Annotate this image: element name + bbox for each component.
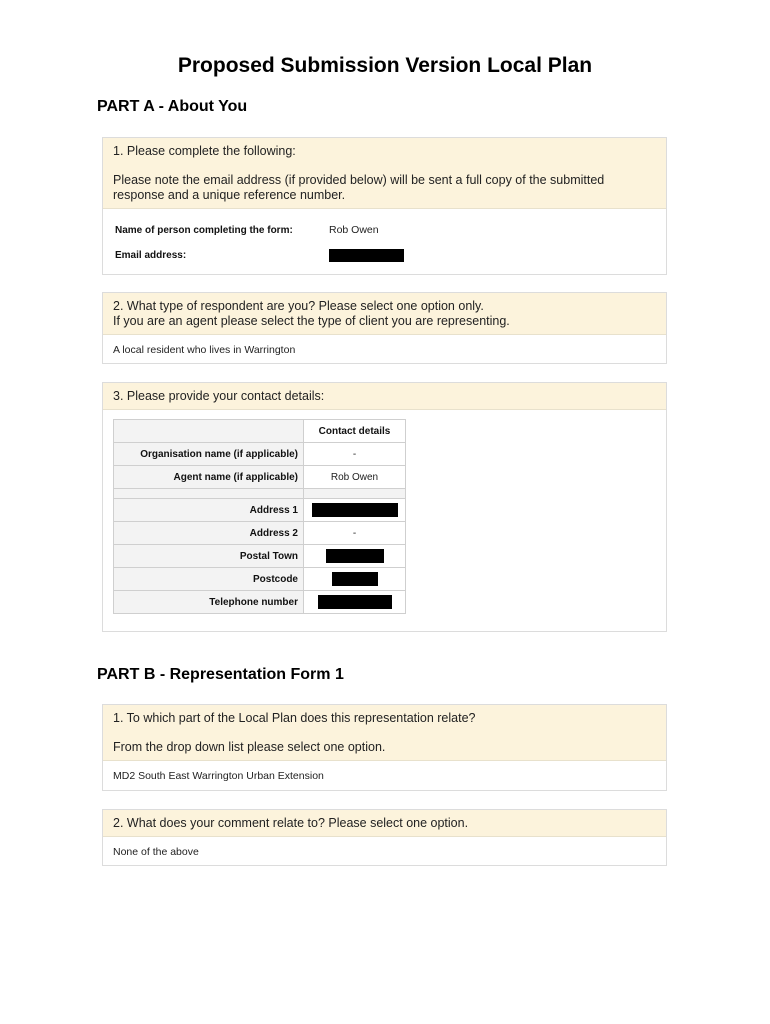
part-a-q3-prompt: 3. Please provide your contact details: (113, 389, 325, 403)
contact-row-address-1 (114, 499, 406, 522)
address-2-label: Address 2 (114, 522, 304, 545)
part-b-q2-answer: None of the above (113, 846, 199, 858)
name-value: Rob Owen (329, 224, 379, 236)
name-label: Name of person completing the form: (115, 224, 293, 236)
part-a-q3-section (102, 382, 667, 632)
postal-town-label: Postal Town (114, 545, 304, 568)
part-a-q1-header (103, 138, 666, 209)
contact-spacer-row (114, 489, 406, 499)
part-b-heading: PART B - Representation Form 1 (97, 666, 344, 683)
contact-row-postal-town (114, 545, 406, 568)
part-b-q1-answer: MD2 South East Warrington Urban Extension (113, 770, 324, 782)
part-b-q1-section (102, 704, 667, 791)
part-a-q2-answer: A local resident who lives in Warrington (113, 344, 296, 356)
part-b-q1-prompt: 1. To which part of the Local Plan does this representation relate? (113, 711, 476, 725)
contact-column-header: Contact details (304, 420, 406, 443)
telephone-value (304, 591, 406, 614)
name-row (115, 219, 654, 241)
address-1-value (304, 499, 406, 522)
part-b-q2-section (102, 809, 667, 866)
contact-header-corner (114, 420, 304, 443)
part-b-q1-header (103, 705, 666, 761)
part-a-q1-prompt: 1. Please complete the following: (113, 144, 296, 158)
part-a-q1-section (102, 137, 667, 275)
agent-label: Agent name (if applicable) (114, 466, 304, 489)
postcode-label: Postcode (114, 568, 304, 591)
address-1-redaction (312, 503, 398, 517)
part-b-q2-prompt: 2. What does your comment relate to? Please select one option. (113, 816, 469, 830)
contact-row-organisation (114, 443, 406, 466)
email-row (115, 244, 654, 266)
part-a-q3-header (103, 383, 666, 410)
part-a-q2-note: If you are an agent please select the type of client you are representing. (113, 314, 510, 328)
contact-table-wrap (103, 410, 666, 623)
part-b-q1-note: From the drop down list please select one option. (113, 740, 386, 754)
telephone-redaction (318, 595, 392, 609)
part-b-q2-header (103, 810, 666, 837)
part-a-q2-prompt: 2. What type of respondent are you? Please select one option only. (113, 299, 484, 313)
organisation-label: Organisation name (if applicable) (114, 443, 304, 466)
telephone-label: Telephone number (114, 591, 304, 614)
agent-value: Rob Owen (304, 466, 406, 489)
address-1-label: Address 1 (114, 499, 304, 522)
email-label: Email address: (115, 249, 187, 261)
contact-row-postcode (114, 568, 406, 591)
part-a-heading: PART A - About You (97, 98, 248, 115)
postal-town-redaction (326, 549, 384, 563)
postal-town-value (304, 545, 406, 568)
organisation-value: - (304, 443, 406, 466)
contact-details-table (113, 419, 406, 614)
contact-row-telephone (114, 591, 406, 614)
postcode-value (304, 568, 406, 591)
contact-spacer-left (114, 489, 304, 499)
address-2-value: - (304, 522, 406, 545)
contact-spacer-right (304, 489, 406, 499)
part-a-q2-section (102, 292, 667, 364)
contact-row-address-2 (114, 522, 406, 545)
email-redaction (329, 249, 404, 262)
page-title: Proposed Submission Version Local Plan (177, 54, 593, 77)
part-a-q1-fields (103, 209, 666, 278)
postcode-redaction (332, 572, 378, 586)
contact-row-agent (114, 466, 406, 489)
part-a-q1-note: Please note the email address (if provided below) will be sent a full copy of the submitted response and a unique reference number. (113, 173, 605, 202)
contact-header-row (114, 420, 406, 443)
part-a-q2-header (103, 293, 666, 335)
